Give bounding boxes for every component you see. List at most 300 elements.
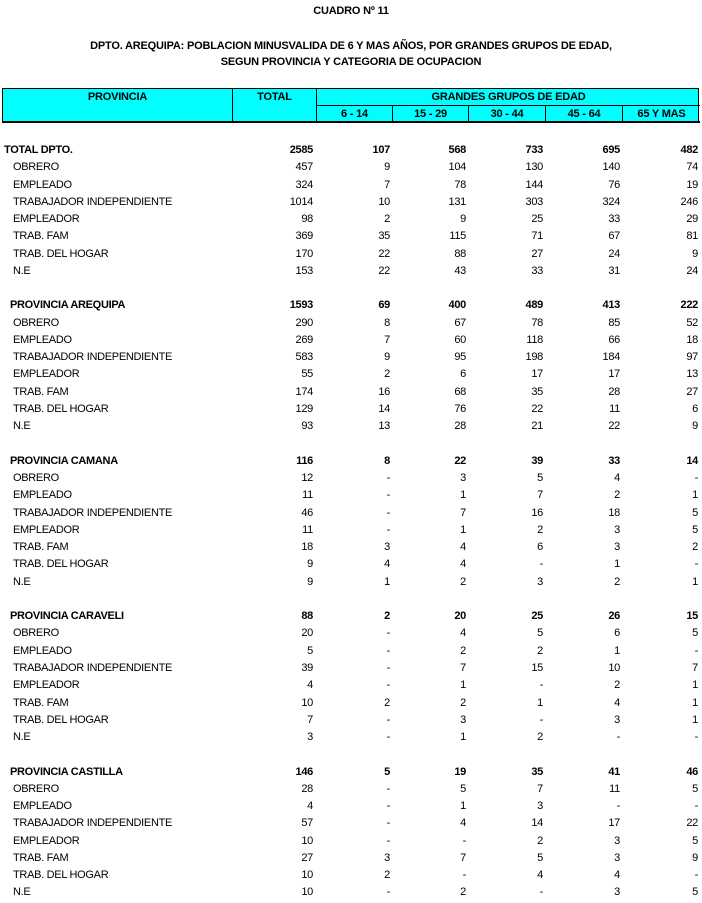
cell-age-group-5: 22 bbox=[686, 817, 698, 830]
row-label: EMPLEADOR bbox=[13, 368, 80, 381]
province-row bbox=[0, 298, 702, 315]
table-row bbox=[0, 264, 702, 281]
row-label: N.E bbox=[13, 575, 31, 588]
table-row bbox=[0, 160, 702, 177]
cell-age-group-4: 413 bbox=[602, 299, 620, 312]
cell-age-group-4: 76 bbox=[608, 178, 620, 191]
row-label: OBRERO bbox=[13, 316, 59, 329]
cell-age-group-1: - bbox=[386, 472, 390, 485]
row-label: TRAB. DEL HOGAR bbox=[13, 869, 109, 882]
cell-age-group-2: 76 bbox=[454, 402, 466, 415]
cell-age-group-1: 2 bbox=[384, 610, 390, 623]
cell-age-group-2: 5 bbox=[460, 782, 466, 795]
cell-age-group-3: 2 bbox=[537, 644, 543, 657]
cell-age-group-2: 6 bbox=[460, 368, 466, 381]
row-label: N.E bbox=[13, 264, 31, 277]
cell-total: 7 bbox=[307, 713, 313, 726]
cell-age-group-2: 67 bbox=[454, 316, 466, 329]
cell-age-group-5: 5 bbox=[692, 834, 698, 847]
cell-age-group-5: 2 bbox=[692, 541, 698, 554]
table-row bbox=[0, 195, 702, 212]
table-row bbox=[0, 471, 702, 488]
cell-age-group-5: 1 bbox=[692, 696, 698, 709]
table-row bbox=[0, 678, 702, 695]
cell-age-group-3: 489 bbox=[525, 299, 543, 312]
cell-total: 1014 bbox=[289, 195, 313, 208]
cell-total: 12 bbox=[301, 472, 313, 485]
cell-total: 129 bbox=[295, 402, 313, 415]
cell-age-group-1: - bbox=[386, 731, 390, 744]
cell-age-group-2: 568 bbox=[448, 144, 466, 156]
cell-age-group-1: 35 bbox=[378, 230, 390, 243]
cell-age-group-3: - bbox=[539, 558, 543, 571]
row-label: TRAB. FAM bbox=[13, 385, 69, 398]
cell-total: 46 bbox=[301, 506, 313, 519]
table-row bbox=[0, 626, 702, 643]
cell-total: 10 bbox=[301, 696, 313, 709]
header-total: TOTAL bbox=[257, 91, 292, 103]
table-row bbox=[0, 868, 702, 885]
cell-age-group-3: 4 bbox=[537, 869, 543, 882]
cell-age-group-1: 2 bbox=[384, 696, 390, 709]
cell-age-group-4: 11 bbox=[609, 782, 620, 795]
cell-age-group-5: 6 bbox=[692, 402, 698, 415]
cell-age-group-5: 97 bbox=[686, 351, 698, 364]
cell-total: 324 bbox=[295, 178, 313, 191]
cell-age-group-1: - bbox=[386, 661, 390, 674]
row-label: EMPLEADO bbox=[13, 489, 72, 502]
row-label: TRAB. FAM bbox=[13, 696, 69, 709]
cell-age-group-4: 2 bbox=[614, 575, 620, 588]
cell-age-group-5: 27 bbox=[686, 385, 698, 398]
table-row bbox=[0, 575, 702, 592]
cell-total: 10 bbox=[301, 834, 313, 847]
cell-age-group-5: 19 bbox=[686, 178, 698, 191]
table-row bbox=[0, 212, 702, 229]
cell-age-group-3: 27 bbox=[531, 247, 543, 260]
cell-age-group-1: - bbox=[386, 817, 390, 830]
cell-age-group-2: 20 bbox=[454, 610, 466, 623]
row-label: N.E bbox=[13, 731, 31, 744]
cell-age-group-2: 60 bbox=[454, 333, 466, 346]
cell-age-group-1: 2 bbox=[384, 368, 390, 381]
cell-age-group-3: 2 bbox=[537, 523, 543, 536]
cell-age-group-1: 8 bbox=[384, 316, 390, 329]
cell-age-group-1: - bbox=[386, 679, 390, 692]
cell-age-group-3: 21 bbox=[531, 420, 543, 433]
row-label: EMPLEADOR bbox=[13, 523, 80, 536]
table-row bbox=[0, 247, 702, 264]
cell-age-group-5: 5 bbox=[692, 782, 698, 795]
cell-total: 88 bbox=[301, 610, 313, 623]
cell-age-group-4: 67 bbox=[608, 230, 620, 243]
cell-age-group-5: 9 bbox=[692, 851, 698, 864]
cell-total: 583 bbox=[295, 351, 313, 364]
row-label: TRAB. DEL HOGAR bbox=[13, 247, 109, 260]
header-grandes-grupos: GRANDES GRUPOS DE EDAD bbox=[431, 91, 586, 103]
cell-age-group-3: 2 bbox=[537, 731, 543, 744]
cell-age-group-4: - bbox=[616, 800, 620, 813]
cell-age-group-2: 1 bbox=[460, 800, 466, 813]
cell-age-group-4: 1 bbox=[614, 558, 620, 571]
department-total-row bbox=[0, 143, 702, 160]
cell-age-group-2: 7 bbox=[460, 506, 466, 519]
cell-age-group-2: 9 bbox=[460, 213, 466, 226]
cell-age-group-3: - bbox=[539, 713, 543, 726]
cell-age-group-2: 43 bbox=[454, 264, 466, 277]
cell-age-group-1: 1 bbox=[384, 575, 390, 588]
cell-age-group-1: 22 bbox=[378, 247, 390, 260]
cell-age-group-3: 14 bbox=[531, 817, 543, 830]
cell-age-group-2: 4 bbox=[460, 627, 466, 640]
cell-age-group-1: 3 bbox=[384, 541, 390, 554]
cell-age-group-4: 1 bbox=[614, 644, 620, 657]
row-label: TRAB. DEL HOGAR bbox=[13, 558, 109, 571]
cell-total: 11 bbox=[302, 523, 313, 536]
cell-age-group-4: 18 bbox=[608, 506, 620, 519]
cell-total: 174 bbox=[295, 385, 313, 398]
table-row bbox=[0, 557, 702, 574]
cell-age-group-5: 52 bbox=[686, 316, 698, 329]
cell-age-group-5: - bbox=[694, 472, 698, 485]
cell-age-group-3: 39 bbox=[531, 454, 543, 467]
table-row bbox=[0, 523, 702, 540]
cell-total: 369 bbox=[295, 230, 313, 243]
cell-total: 457 bbox=[295, 161, 313, 174]
cell-age-group-3: - bbox=[539, 886, 543, 899]
divider bbox=[316, 105, 700, 106]
cell-age-group-3: 71 bbox=[531, 230, 543, 243]
cell-age-group-3: 303 bbox=[525, 195, 543, 208]
cell-age-group-4: 3 bbox=[614, 713, 620, 726]
cell-age-group-5: 46 bbox=[686, 765, 698, 778]
cell-age-group-1: 9 bbox=[384, 351, 390, 364]
table-row bbox=[0, 696, 702, 713]
cell-age-group-1: 9 bbox=[384, 161, 390, 174]
province-row bbox=[0, 454, 702, 471]
spacer-row bbox=[0, 592, 702, 609]
cell-age-group-1: - bbox=[386, 886, 390, 899]
cell-total: 4 bbox=[307, 679, 313, 692]
table-row bbox=[0, 816, 702, 833]
cell-age-group-2: 1 bbox=[460, 731, 466, 744]
cell-age-group-4: 140 bbox=[602, 161, 620, 174]
cell-age-group-5: 1 bbox=[692, 575, 698, 588]
row-label: EMPLEADO bbox=[13, 644, 72, 657]
cell-age-group-4: 31 bbox=[608, 264, 620, 277]
cell-age-group-4: 4 bbox=[614, 696, 620, 709]
cell-age-group-5: 9 bbox=[692, 420, 698, 433]
cell-total: 55 bbox=[301, 368, 313, 381]
row-label: N.E bbox=[13, 420, 31, 433]
cell-age-group-4: 28 bbox=[608, 385, 620, 398]
cell-age-group-2: 3 bbox=[460, 713, 466, 726]
cell-age-group-2: 1 bbox=[460, 523, 466, 536]
cell-age-group-1: 2 bbox=[384, 213, 390, 226]
row-label: PROVINCIA CAMANA bbox=[10, 454, 118, 467]
cell-age-group-5: - bbox=[694, 800, 698, 813]
cell-age-group-3: 118 bbox=[526, 333, 543, 346]
cell-age-group-4: 33 bbox=[608, 454, 620, 467]
province-row bbox=[0, 609, 702, 626]
cell-age-group-5: 81 bbox=[686, 230, 698, 243]
cell-age-group-3: 144 bbox=[525, 178, 543, 191]
cell-age-group-3: 7 bbox=[537, 489, 543, 502]
cell-age-group-4: 41 bbox=[608, 765, 620, 778]
cell-age-group-1: 3 bbox=[384, 851, 390, 864]
cell-age-group-5: 18 bbox=[686, 333, 698, 346]
cell-total: 10 bbox=[301, 886, 313, 899]
cell-age-group-2: 95 bbox=[454, 351, 466, 364]
cell-age-group-5: - bbox=[694, 558, 698, 571]
cell-age-group-2: 3 bbox=[460, 472, 466, 485]
cell-total: 290 bbox=[295, 316, 313, 329]
table-row bbox=[0, 644, 702, 661]
cell-age-group-1: - bbox=[386, 506, 390, 519]
row-label: TOTAL DPTO. bbox=[4, 144, 73, 156]
row-label: TRAB. DEL HOGAR bbox=[13, 713, 109, 726]
table-row bbox=[0, 782, 702, 799]
header-age-65-mas: 65 Y MAS bbox=[637, 108, 686, 120]
cell-age-group-4: 6 bbox=[614, 627, 620, 640]
cell-age-group-1: 7 bbox=[384, 178, 390, 191]
cell-age-group-2: 4 bbox=[460, 541, 466, 554]
cell-age-group-3: 3 bbox=[537, 575, 543, 588]
row-label: EMPLEADO bbox=[13, 800, 72, 813]
table-row bbox=[0, 730, 702, 747]
cell-age-group-5: 74 bbox=[686, 161, 698, 174]
cell-age-group-3: - bbox=[539, 679, 543, 692]
cell-age-group-3: 2 bbox=[537, 834, 543, 847]
row-label: PROVINCIA AREQUIPA bbox=[10, 299, 126, 312]
table-row bbox=[0, 885, 702, 902]
cell-age-group-4: - bbox=[616, 731, 620, 744]
cell-total: 146 bbox=[295, 765, 313, 778]
cell-age-group-4: 3 bbox=[614, 541, 620, 554]
row-label: EMPLEADO bbox=[13, 178, 72, 191]
cell-total: 2585 bbox=[289, 144, 313, 156]
cell-age-group-5: - bbox=[694, 644, 698, 657]
cell-age-group-3: 16 bbox=[531, 506, 543, 519]
header-age-6-14: 6 - 14 bbox=[341, 108, 368, 120]
cell-age-group-3: 35 bbox=[531, 765, 543, 778]
cell-total: 28 bbox=[301, 782, 313, 795]
row-label: PROVINCIA CASTILLA bbox=[10, 765, 123, 778]
cell-age-group-4: 324 bbox=[602, 195, 620, 208]
row-label: TRAB. FAM bbox=[13, 541, 69, 554]
table-row bbox=[0, 402, 702, 419]
cell-age-group-4: 3 bbox=[614, 834, 620, 847]
cell-age-group-2: 19 bbox=[454, 765, 466, 778]
cell-age-group-1: - bbox=[386, 782, 390, 795]
cell-total: 27 bbox=[301, 851, 313, 864]
cell-age-group-4: 184 bbox=[602, 351, 620, 364]
header-age-15-29: 15 - 29 bbox=[414, 108, 447, 120]
cell-age-group-4: 26 bbox=[608, 610, 620, 623]
table-row bbox=[0, 333, 702, 350]
cell-age-group-1: 5 bbox=[384, 765, 390, 778]
row-label: EMPLEADOR bbox=[13, 834, 80, 847]
table-header bbox=[2, 88, 699, 122]
cell-age-group-4: 4 bbox=[614, 869, 620, 882]
cell-age-group-4: 2 bbox=[614, 679, 620, 692]
cell-age-group-1: 4 bbox=[384, 558, 390, 571]
cell-age-group-3: 35 bbox=[531, 385, 543, 398]
cell-age-group-5: - bbox=[694, 869, 698, 882]
cell-total: 170 bbox=[295, 247, 313, 260]
cell-age-group-2: 2 bbox=[460, 575, 466, 588]
spacer-row bbox=[0, 281, 702, 298]
cell-total: 153 bbox=[295, 264, 313, 277]
table-row bbox=[0, 419, 702, 436]
cell-age-group-3: 3 bbox=[537, 800, 543, 813]
cell-age-group-1: 13 bbox=[378, 420, 390, 433]
cell-age-group-4: 2 bbox=[614, 489, 620, 502]
cell-age-group-3: 130 bbox=[525, 161, 543, 174]
cell-age-group-4: 10 bbox=[608, 661, 620, 674]
row-label: EMPLEADOR bbox=[13, 213, 80, 226]
row-label: PROVINCIA CARAVELI bbox=[10, 610, 124, 623]
cell-age-group-5: 246 bbox=[680, 195, 698, 208]
cell-age-group-4: 33 bbox=[608, 213, 620, 226]
table-row bbox=[0, 834, 702, 851]
cell-age-group-1: - bbox=[386, 489, 390, 502]
cell-age-group-1: - bbox=[386, 627, 390, 640]
cell-age-group-3: 1 bbox=[537, 696, 543, 709]
cell-age-group-5: 13 bbox=[686, 368, 698, 381]
row-label: EMPLEADOR bbox=[13, 679, 80, 692]
cell-age-group-5: 29 bbox=[686, 213, 698, 226]
row-label: OBRERO bbox=[13, 161, 59, 174]
cell-age-group-5: 7 bbox=[692, 661, 698, 674]
row-label: TRAB. FAM bbox=[13, 230, 69, 243]
table-row bbox=[0, 385, 702, 402]
cell-total: 9 bbox=[307, 558, 313, 571]
cell-age-group-3: 78 bbox=[531, 316, 543, 329]
row-label: TRABAJADOR INDEPENDIENTE bbox=[13, 661, 173, 674]
spacer-row bbox=[0, 437, 702, 454]
table-row bbox=[0, 229, 702, 246]
cell-total: 1593 bbox=[289, 299, 313, 312]
cell-age-group-2: 1 bbox=[460, 489, 466, 502]
row-label: TRABAJADOR INDEPENDIENTE bbox=[13, 351, 173, 364]
cell-age-group-4: 3 bbox=[614, 886, 620, 899]
table-row bbox=[0, 316, 702, 333]
table-row bbox=[0, 488, 702, 505]
cell-age-group-5: 5 bbox=[692, 506, 698, 519]
row-label: TRABAJADOR INDEPENDIENTE bbox=[13, 506, 173, 519]
row-label: N.E bbox=[13, 886, 31, 899]
row-label: EMPLEADO bbox=[13, 333, 72, 346]
cell-age-group-4: 66 bbox=[608, 333, 620, 346]
cell-age-group-3: 15 bbox=[531, 661, 543, 674]
row-label: TRABAJADOR INDEPENDIENTE bbox=[13, 817, 173, 830]
cell-age-group-2: 400 bbox=[448, 299, 466, 312]
cell-age-group-2: 1 bbox=[460, 679, 466, 692]
cell-age-group-1: - bbox=[386, 834, 390, 847]
cell-age-group-5: 1 bbox=[692, 679, 698, 692]
cell-age-group-5: 24 bbox=[686, 264, 698, 277]
cell-age-group-1: - bbox=[386, 800, 390, 813]
table-title-line-1: DPTO. AREQUIPA: POBLACION MINUSVALIDA DE 6 Y MAS AÑOS, POR GRANDES GRUPOS DE EDAD, bbox=[90, 40, 612, 52]
cell-total: 57 bbox=[301, 817, 313, 830]
cell-age-group-5: 5 bbox=[692, 523, 698, 536]
cell-age-group-3: 22 bbox=[531, 402, 543, 415]
row-label: OBRERO bbox=[13, 472, 59, 485]
cell-age-group-5: 482 bbox=[680, 144, 698, 156]
cell-total: 9 bbox=[307, 575, 313, 588]
cell-age-group-2: 131 bbox=[448, 195, 466, 208]
cell-age-group-4: 11 bbox=[609, 402, 620, 415]
table-title-line-2: SEGUN PROVINCIA Y CATEGORIA DE OCUPACION bbox=[220, 56, 482, 68]
table-row bbox=[0, 540, 702, 557]
row-label: TRAB. DEL HOGAR bbox=[13, 402, 109, 415]
cell-age-group-5: 14 bbox=[686, 454, 698, 467]
table-number: CUADRO Nº 11 bbox=[313, 5, 389, 17]
cell-total: 5 bbox=[307, 644, 313, 657]
cell-age-group-5: 5 bbox=[692, 627, 698, 640]
cell-age-group-5: 1 bbox=[692, 713, 698, 726]
row-label: OBRERO bbox=[13, 627, 59, 640]
row-label: TRABAJADOR INDEPENDIENTE bbox=[13, 195, 173, 208]
cell-age-group-1: - bbox=[386, 644, 390, 657]
cell-age-group-5: 9 bbox=[692, 247, 698, 260]
cell-total: 39 bbox=[301, 661, 313, 674]
row-label: OBRERO bbox=[13, 782, 59, 795]
cell-age-group-3: 733 bbox=[525, 144, 543, 156]
cell-age-group-5: 222 bbox=[680, 299, 698, 312]
cell-age-group-3: 7 bbox=[537, 782, 543, 795]
cell-total: 3 bbox=[307, 731, 313, 744]
cell-age-group-2: 7 bbox=[460, 661, 466, 674]
cell-age-group-2: - bbox=[462, 869, 466, 882]
table-row bbox=[0, 661, 702, 678]
cell-age-group-3: 25 bbox=[531, 610, 543, 623]
cell-age-group-1: 2 bbox=[384, 869, 390, 882]
header-provincia: PROVINCIA bbox=[87, 91, 148, 103]
cell-age-group-3: 6 bbox=[537, 541, 543, 554]
table-row bbox=[0, 713, 702, 730]
cell-age-group-4: 4 bbox=[614, 472, 620, 485]
cell-age-group-2: 2 bbox=[460, 644, 466, 657]
cell-age-group-2: 4 bbox=[460, 558, 466, 571]
table-row bbox=[0, 350, 702, 367]
cell-age-group-1: - bbox=[386, 523, 390, 536]
cell-age-group-4: 3 bbox=[614, 851, 620, 864]
cell-age-group-1: 69 bbox=[378, 299, 390, 312]
cell-total: 98 bbox=[301, 213, 313, 226]
cell-age-group-5: - bbox=[694, 731, 698, 744]
cell-age-group-5: 1 bbox=[692, 489, 698, 502]
province-row bbox=[0, 765, 702, 782]
cell-age-group-4: 24 bbox=[608, 247, 620, 260]
cell-total: 116 bbox=[296, 454, 313, 467]
table-row bbox=[0, 851, 702, 868]
header-age-30-44: 30 - 44 bbox=[490, 108, 524, 120]
cell-age-group-1: 22 bbox=[378, 264, 390, 277]
cell-age-group-3: 5 bbox=[537, 472, 543, 485]
cell-age-group-2: 115 bbox=[449, 230, 466, 243]
cell-age-group-3: 198 bbox=[525, 351, 543, 364]
table-body bbox=[0, 143, 702, 903]
table-row bbox=[0, 367, 702, 384]
cell-age-group-4: 17 bbox=[608, 368, 620, 381]
cell-age-group-2: 68 bbox=[454, 385, 466, 398]
cell-age-group-2: 7 bbox=[460, 851, 466, 864]
cell-age-group-3: 25 bbox=[531, 213, 543, 226]
cell-age-group-1: 10 bbox=[378, 195, 390, 208]
spacer-row bbox=[0, 747, 702, 764]
